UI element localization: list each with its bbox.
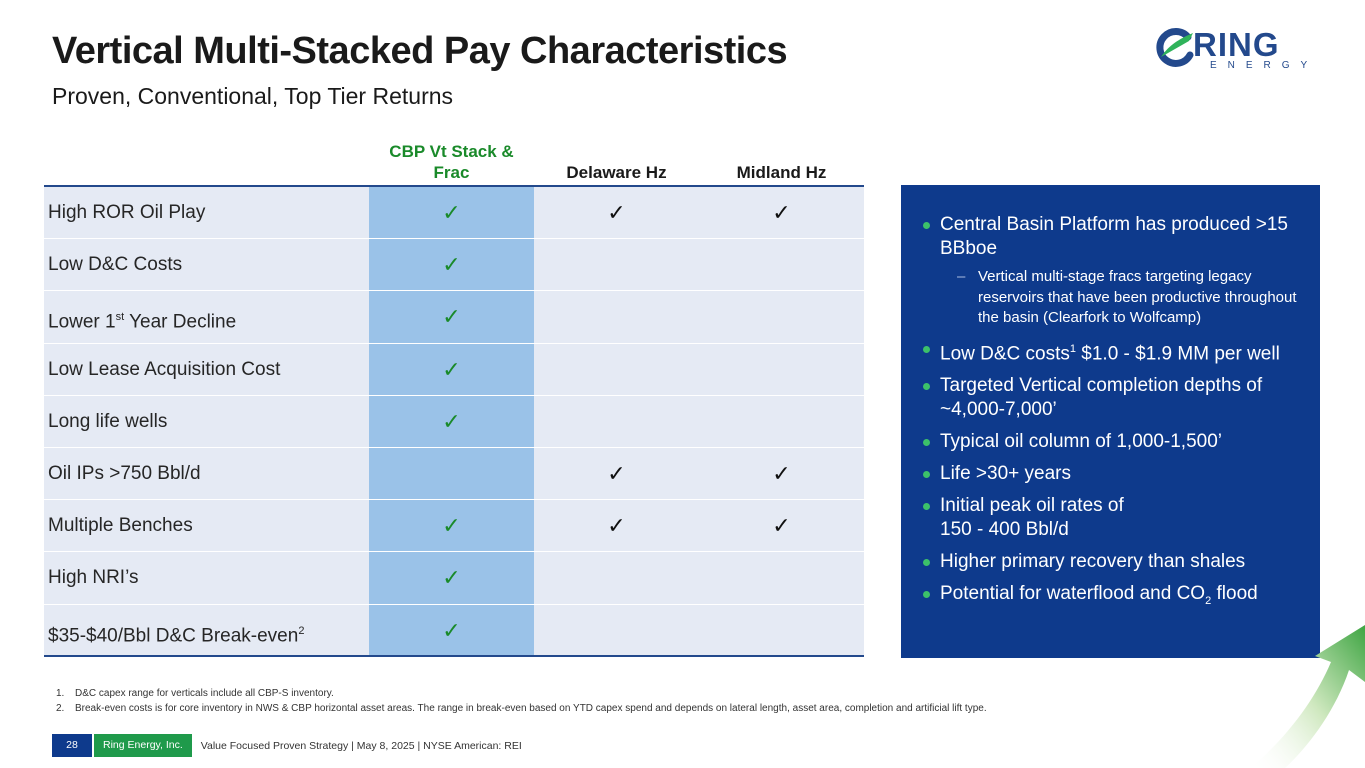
bullet-item: Initial peak oil rates of 150 - 400 Bbl/d	[923, 494, 1308, 542]
check-icon: ✓	[369, 605, 534, 655]
header-midland-hz: Midland Hz	[736, 163, 827, 182]
table-row	[44, 448, 864, 500]
bullet-dot-icon	[923, 591, 930, 598]
bullet-dot-icon	[923, 559, 930, 566]
footer-text: Value Focused Proven Strategy | May 8, 2025 | NYSE American: REI	[200, 739, 522, 752]
bullet-dot-icon	[923, 346, 930, 353]
bullet-dot-icon	[923, 439, 930, 446]
check-icon	[534, 396, 699, 447]
row-label: Low Lease Acquisition Cost	[48, 358, 281, 380]
check-icon: ✓	[772, 513, 791, 539]
bullet-dot-icon	[923, 503, 930, 510]
check-icon	[699, 396, 864, 447]
logo-wordmark: RING	[1193, 26, 1280, 63]
bullet-item: Targeted Vertical completion depths of ~4,000-7,000’	[923, 374, 1308, 422]
decorative-arrow-icon	[1245, 620, 1365, 768]
check-icon: ✓	[607, 513, 626, 539]
comparison-table	[44, 135, 864, 657]
table-row	[44, 605, 864, 657]
check-icon: ✓	[369, 500, 534, 551]
check-icon: ✓	[369, 187, 534, 238]
company-badge: Ring Energy, Inc.	[94, 734, 192, 757]
row-label: Long life wells	[48, 410, 168, 432]
sub-bullet-item: – Vertical multi-stage fracs targeting legacy reservoirs that have been productive throughout the basin (Clearfork to Wolfcamp)	[957, 268, 1297, 326]
table-row	[44, 239, 864, 291]
dash-icon: –	[957, 268, 966, 285]
check-icon: ✓	[369, 344, 534, 395]
bullet-dot-icon	[923, 471, 930, 478]
row-label: Multiple Benches	[48, 515, 193, 537]
highlights-panel	[901, 185, 1320, 658]
check-icon	[699, 239, 864, 290]
bullet-item: Life >30+ years	[923, 462, 1308, 486]
ring-energy-logo	[1155, 26, 1319, 75]
table-row	[44, 187, 864, 239]
footnotes	[56, 687, 987, 716]
check-icon	[534, 239, 699, 290]
table-row	[44, 500, 864, 552]
bullet-dot-icon	[923, 222, 930, 229]
check-icon	[534, 552, 699, 603]
check-icon: ✓	[772, 200, 791, 225]
bullet-item: Typical oil column of 1,000-1,500’	[923, 430, 1308, 454]
check-icon	[534, 344, 699, 395]
bullet-item: Low D&C costs$^1$ $1.0 - $1.9 MM per well	[923, 337, 1308, 366]
row-label: High ROR Oil Play	[48, 202, 206, 223]
logo-subtext: ENERGY	[1210, 60, 1319, 71]
table-row	[44, 552, 864, 604]
header-cbp-vt-stack: CBP Vt Stack & Frac	[389, 142, 514, 182]
row-label: $35-$40/Bbl D&C Break-even$^2$	[48, 624, 305, 646]
check-icon: ✓	[607, 460, 626, 486]
footnote-item: 2. Break-even costs is for core inventory in NWS & CBP horizontal asset areas. The range in break-even based on YTD capex spend and depends on lateral length, asset area, completion and artificial lift type.	[56, 702, 987, 714]
check-icon	[699, 291, 864, 342]
table-row	[44, 291, 864, 343]
check-icon: ✓	[369, 239, 534, 290]
check-icon	[534, 605, 699, 655]
check-icon: ✓	[369, 291, 534, 342]
slide-title: Vertical Multi-Stacked Pay Characteristics	[52, 30, 788, 72]
check-icon	[699, 552, 864, 603]
check-icon: ✓	[369, 552, 534, 603]
check-icon	[369, 448, 534, 499]
ring-energy-logo-icon	[1155, 27, 1195, 71]
check-icon: ✓	[772, 460, 791, 486]
check-icon	[699, 605, 864, 655]
row-label: Lower 1st Year Decline	[48, 311, 237, 333]
check-icon	[534, 291, 699, 342]
row-label: Low D&C Costs	[48, 254, 183, 276]
bullet-item: Potential for waterflood and $CO_2$ flood	[923, 582, 1308, 613]
check-icon	[699, 344, 864, 395]
table-row	[44, 344, 864, 396]
footnote-item: 1. D&C capex range for verticals include all CBP-S inventory.	[56, 688, 334, 699]
row-label: Oil IPs >750 Bbl/d	[48, 462, 201, 484]
page-number: 28	[52, 734, 92, 757]
bullet-item: Higher primary recovery than shales	[923, 550, 1308, 574]
table-header	[44, 135, 864, 187]
slide-subtitle: Proven, Conventional, Top Tier Returns	[52, 83, 454, 109]
table-row	[44, 396, 864, 448]
header-delaware-hz: Delaware Hz	[566, 163, 667, 182]
row-label: High NRI’s	[48, 567, 139, 589]
bullet-item: Central Basin Platform has produced >15 BBboe	[923, 213, 1308, 261]
check-icon: ✓	[369, 396, 534, 447]
check-icon: ✓	[607, 200, 626, 225]
footer	[52, 734, 522, 757]
bullet-dot-icon	[923, 383, 930, 390]
